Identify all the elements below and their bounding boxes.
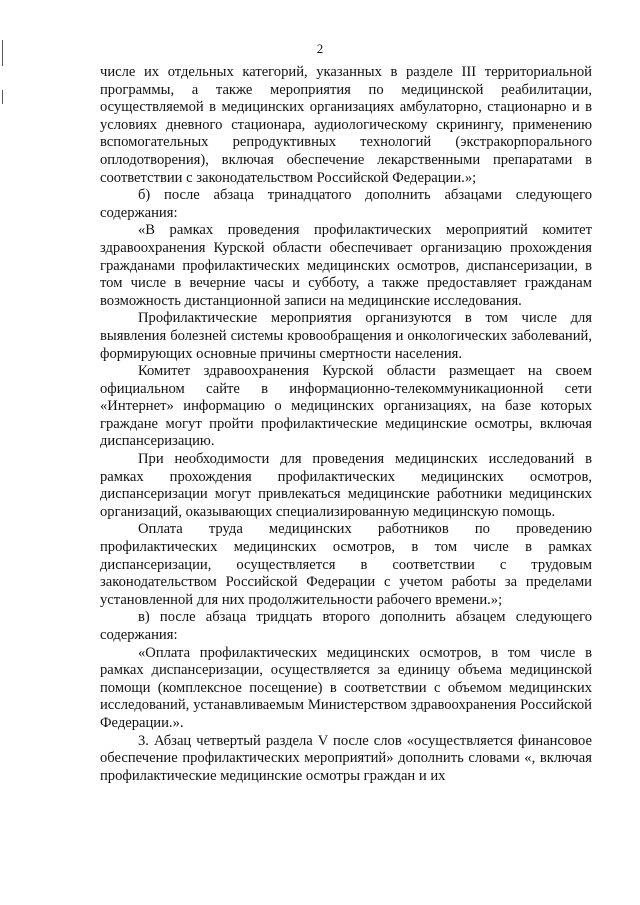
paragraph-amendment-b: б) после абзаца тринадцатого дополнить абзацами следующего содержания: [100,187,592,221]
paragraph-item-3: 3. Абзац четвертый раздела V после слов «осуществляется финансовое обеспечение профилактических мероприятий» дополнить словами «, включая профилактические медицинские осмотры граждан и их [100,732,592,784]
paragraph-labor-payment: Оплата труда медицинских работников по проведению профилактических медицинских осмотров, в том числе в рамках диспансеризации, осуществляется в соответствии с трудовым законодательством Российской Федерации с учетом работы за пределами установленной для них продолжительности рабочего времени.»; [100,521,592,608]
page-number: 2 [316,41,324,56]
paragraph-staff-involvement: При необходимости для проведения медицинских исследований в рамках прохождения профилактических медицинских осмотров, диспансеризации могут привлекаться медицинские работники медицинских организаций, оказывающих специализированную медицинскую помощь. [100,451,592,520]
paragraph-preventive-organization: Профилактические мероприятия организуются в том числе для выявления болезней системы кровообращения и онкологических заболеваний, формирующих основные причины смертности населения. [100,310,592,362]
paragraph-quote-preventive-measures: «В рамках проведения профилактических мероприятий комитет здравоохранения Курской области обеспечивает организацию прохождения гражданами профилактических медицинских осмотров, диспансеризации, в том числе в вечерние часы и субботу, а также предоставляет гражданам возможность дистанционной записи на медицинские исследования. [100,222,592,309]
document-body [100,64,592,785]
paragraph-amendment-v: в) после абзаца тридцать второго дополнить абзацем следующего содержания: [100,609,592,643]
paragraph-quote-payment: «Оплата профилактических медицинских осмотров, в том числе в рамках диспансеризации, осуществляется за единицу объема медицинской помощи (комплексное посещение) в соответствии с объемом медицинских исследований, устанавливаемым Министерством здравоохранения Российской Федерации.». [100,644,592,731]
paragraph-continuation: числе их отдельных категорий, указанных в разделе III территориальной программы, а также мероприятия по медицинской реабилитации, осуществляемой в медицинских организациях амбулаторно, стационарно и в условиях дневного стационара, аудиологическому скринингу, применению вспомогательных репродуктивных технологий (экстракорпорального оплодотворения), включая обеспечение лекарственными препаратами в соответствии с законодательством Российской Федерации.»; [100,64,592,186]
paragraph-website-info: Комитет здравоохранения Курской области размещает на своем официальном сайте в информационно-телекоммуникационной сети «Интернет» информацию о медицинских организациях, на базе которых граждане могут пройти профилактические медицинские осмотры, включая диспансеризацию. [100,363,592,450]
margin-mark [2,90,3,104]
